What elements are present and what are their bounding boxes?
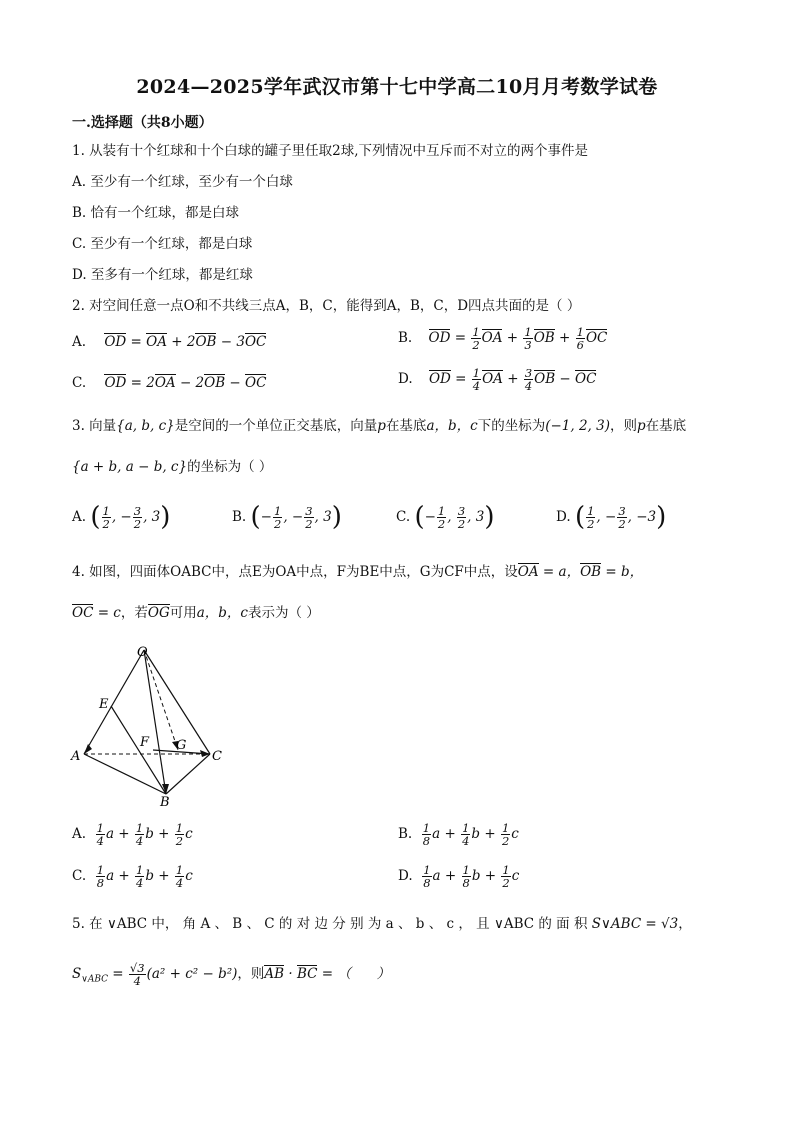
q2-stem: 2. 对空间任意一点O和不共线三点A，B，C，能得到A，B，C，D四点共面的是（ ） [72,298,581,314]
q4-option-c[interactable]: C. $\frac{1}{8}$ a + $\frac{1}{4}$ b + $\frac{1}{4}$ c [72,863,193,891]
label-e: E [99,697,109,712]
q2-option-d-label: D. [398,371,413,388]
label-b: B [160,795,170,810]
arrow-a [84,744,92,754]
q4-text-4: 表示为（ ） [248,605,320,621]
q3-option-a[interactable]: A. ( $\frac{1}{2}$ , − $\frac{3}{2}$ , 3) [72,502,171,532]
tetrahedron-figure [66,638,236,810]
q5-area-formula: $S_{\vee ABC}$ = $\frac{√3}{4}$ (a² + c² − b²) [72,961,238,989]
edge-cb [166,754,210,794]
q3-text-a: 3. 向量 [72,418,117,434]
q1-stem: 1. 从装有十个红球和十个白球的罐子里任取2球,下列情况中互斥而不对立的两个事件是 [72,143,589,159]
q5-area: S∨ABC = √3 [591,916,679,932]
q4-text-2: ，若 [120,605,148,621]
q3-basis2: {a + b, a − b, c} [72,459,188,475]
q3-stem-line2 [72,459,272,475]
q2-option-c[interactable] [72,375,266,391]
q2-option-a[interactable] [72,334,266,350]
q4-og: OG [147,605,170,621]
q3-text-f: 在基底 [645,418,687,434]
q2-option-c-expr: OD = 2OA − 2OB − OC [104,375,267,391]
q2-option-b-label: B. [398,330,413,347]
q2-option-a-expr: OD = OA + 2OB − 3OC [104,334,267,350]
q3-basis1: {a, b, c} [116,418,175,434]
label-c: C [212,749,222,764]
exam-title: 2024—2025学年武汉市第十七中学高二10月月考数学试卷 [136,76,658,98]
q4-abc: a，b，c [196,605,248,621]
q2-option-d-expr: OD = $\frac{1}{4}$ OA + $\frac{3}{4}$ OB − OC [428,366,597,394]
label-o: O [137,645,148,660]
q2-option-b-expr: OD = $\frac{1}{2}$ OA + $\frac{1}{3}$ OB + $\frac{1}{6}$ OC [428,325,608,353]
q2-option-c-label: C. [72,375,87,391]
q3-stem-line1 [72,418,686,434]
q5-ask: AB · BC = （ ） [264,966,391,983]
label-g: G [176,738,187,753]
q5-stem-line1: 5. 在 ∨ABC 中， 角 A 、 B 、 C 的 对 边 分 别 为 a 、 b 、 c ， 且 ∨ABC 的 面 积 S∨ABC = √3， [72,916,692,932]
q4-def-a: OA = a，OB = b， [517,564,644,580]
q2-option-a-label: A. [72,334,87,350]
q4-def-c: OC = c [72,605,121,621]
q3-text-g: 的坐标为（ ） [187,459,273,475]
q3-coord: (−1, 2, 3) [545,418,610,434]
q1-option-d[interactable]: D. 至多有一个红球，都是红球 [72,267,253,283]
q2-option-b[interactable] [398,326,607,351]
q4-option-a[interactable]: A. $\frac{1}{4}$ a + $\frac{1}{4}$ b + $\frac{1}{2}$ c [72,821,193,849]
q3-option-d[interactable]: D. ( $\frac{1}{2}$ , − $\frac{3}{2}$ , −3) [556,502,667,532]
q3-vec-p2: p [636,418,646,434]
q3-vec-p1: p [377,418,386,434]
q4-option-b[interactable]: B. $\frac{1}{8}$ a + $\frac{1}{4}$ b + $\frac{1}{2}$ c [398,821,519,849]
label-f: F [140,735,150,750]
q4-text-1: 4. 如图，四面体OABC中，点E为OA中点，F为BE中点，G为CF中点，设 [72,564,518,580]
q4-text-3: 可用 [169,605,197,621]
q5-stem-line2 [72,962,390,987]
q3-text-e: ，则 [609,418,637,434]
q3-text-c: 在基底 [385,418,427,434]
label-a: A [71,749,81,764]
q4-stem-line1 [72,564,643,580]
q1-option-a[interactable]: A. 至少有一个红球，至少有一个白球 [72,174,293,190]
q4-stem-line2 [72,605,320,621]
q2-option-d[interactable] [398,367,596,392]
section-heading: 一.选择题（共8小题） [72,115,213,131]
q5-text-1: 5. 在 ∨ABC 中， 角 A 、 B 、 C 的 对 边 分 别 为 a 、 b 、 c ， 且 ∨ABC 的 面 积 [72,916,588,932]
edge-og-dashed [144,650,178,750]
q4-option-d[interactable]: D. $\frac{1}{8}$ a + $\frac{1}{8}$ b + $\frac{1}{2}$ c [398,863,520,891]
edge-ob [144,650,166,794]
q1-option-b[interactable]: B. 恰有一个红球，都是白球 [72,205,240,221]
q3-option-c[interactable]: C. (− $\frac{1}{2}$ , $\frac{3}{2}$ , 3) [396,502,495,532]
q5-text-3: ，则 [237,966,265,983]
q3-basis-abc: a，b，c [426,418,478,434]
q3-text-d: 下的坐标为 [477,418,546,434]
q3-text-b: 是空间的一个单位正交基底，向量 [174,418,378,434]
q1-option-c[interactable]: C. 至少有一个红球，都是白球 [72,236,253,252]
edge-oa [84,650,144,754]
q3-option-b[interactable]: B. (− $\frac{1}{2}$ , − $\frac{3}{2}$ , 3) [232,502,342,532]
